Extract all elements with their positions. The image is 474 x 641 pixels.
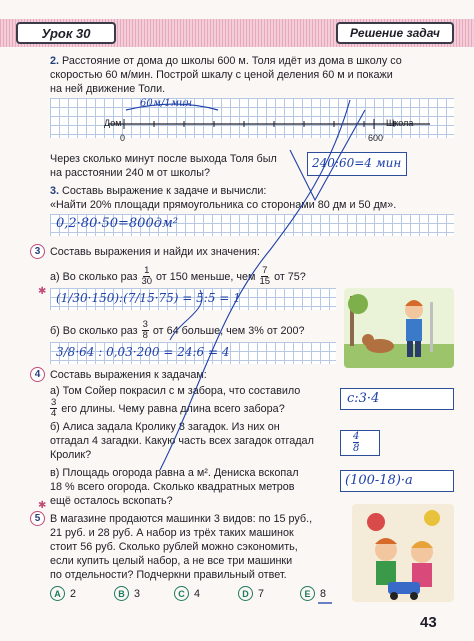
task3-title: Составь выражения и найди их значения: <box>50 246 260 258</box>
task2-number: 2. <box>50 55 60 67</box>
scale-end-tick: 600 <box>368 133 384 143</box>
star-icon: ✱ <box>38 286 47 297</box>
task4-title: Составь выражения к задачам: <box>50 369 207 381</box>
answer-option-a[interactable]: А 2 <box>50 586 76 601</box>
underline-mark <box>318 601 332 605</box>
task4-a-fraction: 3 4 <box>51 397 57 419</box>
task3-b-fraction: 3 8 <box>142 319 148 341</box>
task5-number-badge: 5 <box>30 511 45 526</box>
task4-c-answer: (100-18)·a <box>345 473 413 488</box>
page-number: 43 <box>420 614 437 631</box>
task4-b-line2: отгадал 4 загадки. Какую часть всех загадок отгадал <box>50 435 314 447</box>
task4-b-line3: Кролик? <box>50 449 92 461</box>
answer-option-c[interactable]: С 4 <box>174 586 200 601</box>
task2-line3: на ней движение Толи. <box>50 83 166 95</box>
answer-option-e[interactable]: Е 8 <box>300 586 326 601</box>
task3a-answer: 0,2·80·50=800дм² <box>56 216 178 231</box>
task5-line4: если купить целый набор, а не все три машинки <box>50 555 293 567</box>
task2-question-line1: Через сколько минут после выхода Толя был <box>50 153 277 165</box>
task3a-line2: «Найти 20% площади прямоугольника со сторонами 80 дм и 50 дм». <box>50 199 397 211</box>
task4-c-line1: в) Площадь огорода равна a м². Дениска вскопал <box>50 467 299 479</box>
kids-with-toys-illustration <box>352 504 454 602</box>
task3-a-answer: (1/30·150):(7/15·75) = 5:5 = 1 <box>56 291 241 305</box>
task4-a-line1: а) Том Сойер покрасил c м забора, что составило <box>50 385 301 397</box>
task3-number-badge: 3 <box>30 244 45 259</box>
scale-school-label: Школа <box>386 118 414 128</box>
answer-option-b[interactable]: В 3 <box>114 586 140 601</box>
task3-a-fraction1: 1 30 <box>141 265 153 287</box>
task5-line3: стоит 56 руб. Сколько рублей можно сэкономить, <box>50 541 298 553</box>
task4-c-line2: 18 % всего огорода. Сколько квадратных метров <box>50 481 295 493</box>
task3a-number: 3. <box>50 185 60 197</box>
task4-b-line1: б) Алиса задала Кролику 8 загадок. Из них он <box>50 421 280 433</box>
task3-a-question: а) Во сколько раз 1 30 от 150 меньше, чем 7 15 от 75? <box>50 265 306 287</box>
task4-number-badge: 4 <box>30 367 45 382</box>
scale-zero-tick: 0 <box>120 133 126 143</box>
lesson-label: Урок 30 <box>16 22 116 44</box>
task3a-line1: 3. Составь выражение к задаче и вычисли: <box>50 185 267 197</box>
task3-b-answer: 3/8·64 : 0,03·200 = 24:6 = 4 <box>56 345 230 359</box>
task4-a-line2: 3 4 его длины. Чему равна длина всего забора? <box>51 397 285 419</box>
task5-line5: по отдельности? Подчеркни правильный ответ. <box>50 569 287 581</box>
task2-line2: скоростью 60 м/мин. Построй шкалу с ценой деления 60 м и покажи <box>50 69 393 81</box>
task5-line1: В магазине продаются машинки 3 видов: по 15 руб., <box>50 513 313 525</box>
task3-a-fraction2: 7 15 <box>259 265 271 287</box>
task2-line1: 2. Расстояние от дома до школы 600 м. Толя идёт из дома в школу со <box>50 55 402 67</box>
task3-b-question: б) Во сколько раз 3 8 от 64 больше, чем 3% от 200? <box>50 319 305 341</box>
scale-home-label: Дом <box>104 118 122 128</box>
answer-option-d[interactable]: D 7 <box>238 586 264 601</box>
task4-c-line3: ещё осталось вскопать? <box>50 495 173 507</box>
task4-b-answer: 4 8 <box>353 431 360 454</box>
topic-label: Решение задач <box>336 22 454 44</box>
star-icon: ✱ <box>38 500 47 511</box>
task2-answer: 240:60=4 мин <box>312 156 402 170</box>
task5-line2: 21 руб. и 28 руб. А набор из трёх таких машинок <box>50 527 294 539</box>
task4-a-answer: c:3·4 <box>347 391 380 406</box>
handwritten-speed: 60м/1мин <box>140 98 193 109</box>
teacher-check-scribble <box>140 90 370 510</box>
task2-question-line2: на расстоянии 240 м от школы? <box>50 167 210 179</box>
